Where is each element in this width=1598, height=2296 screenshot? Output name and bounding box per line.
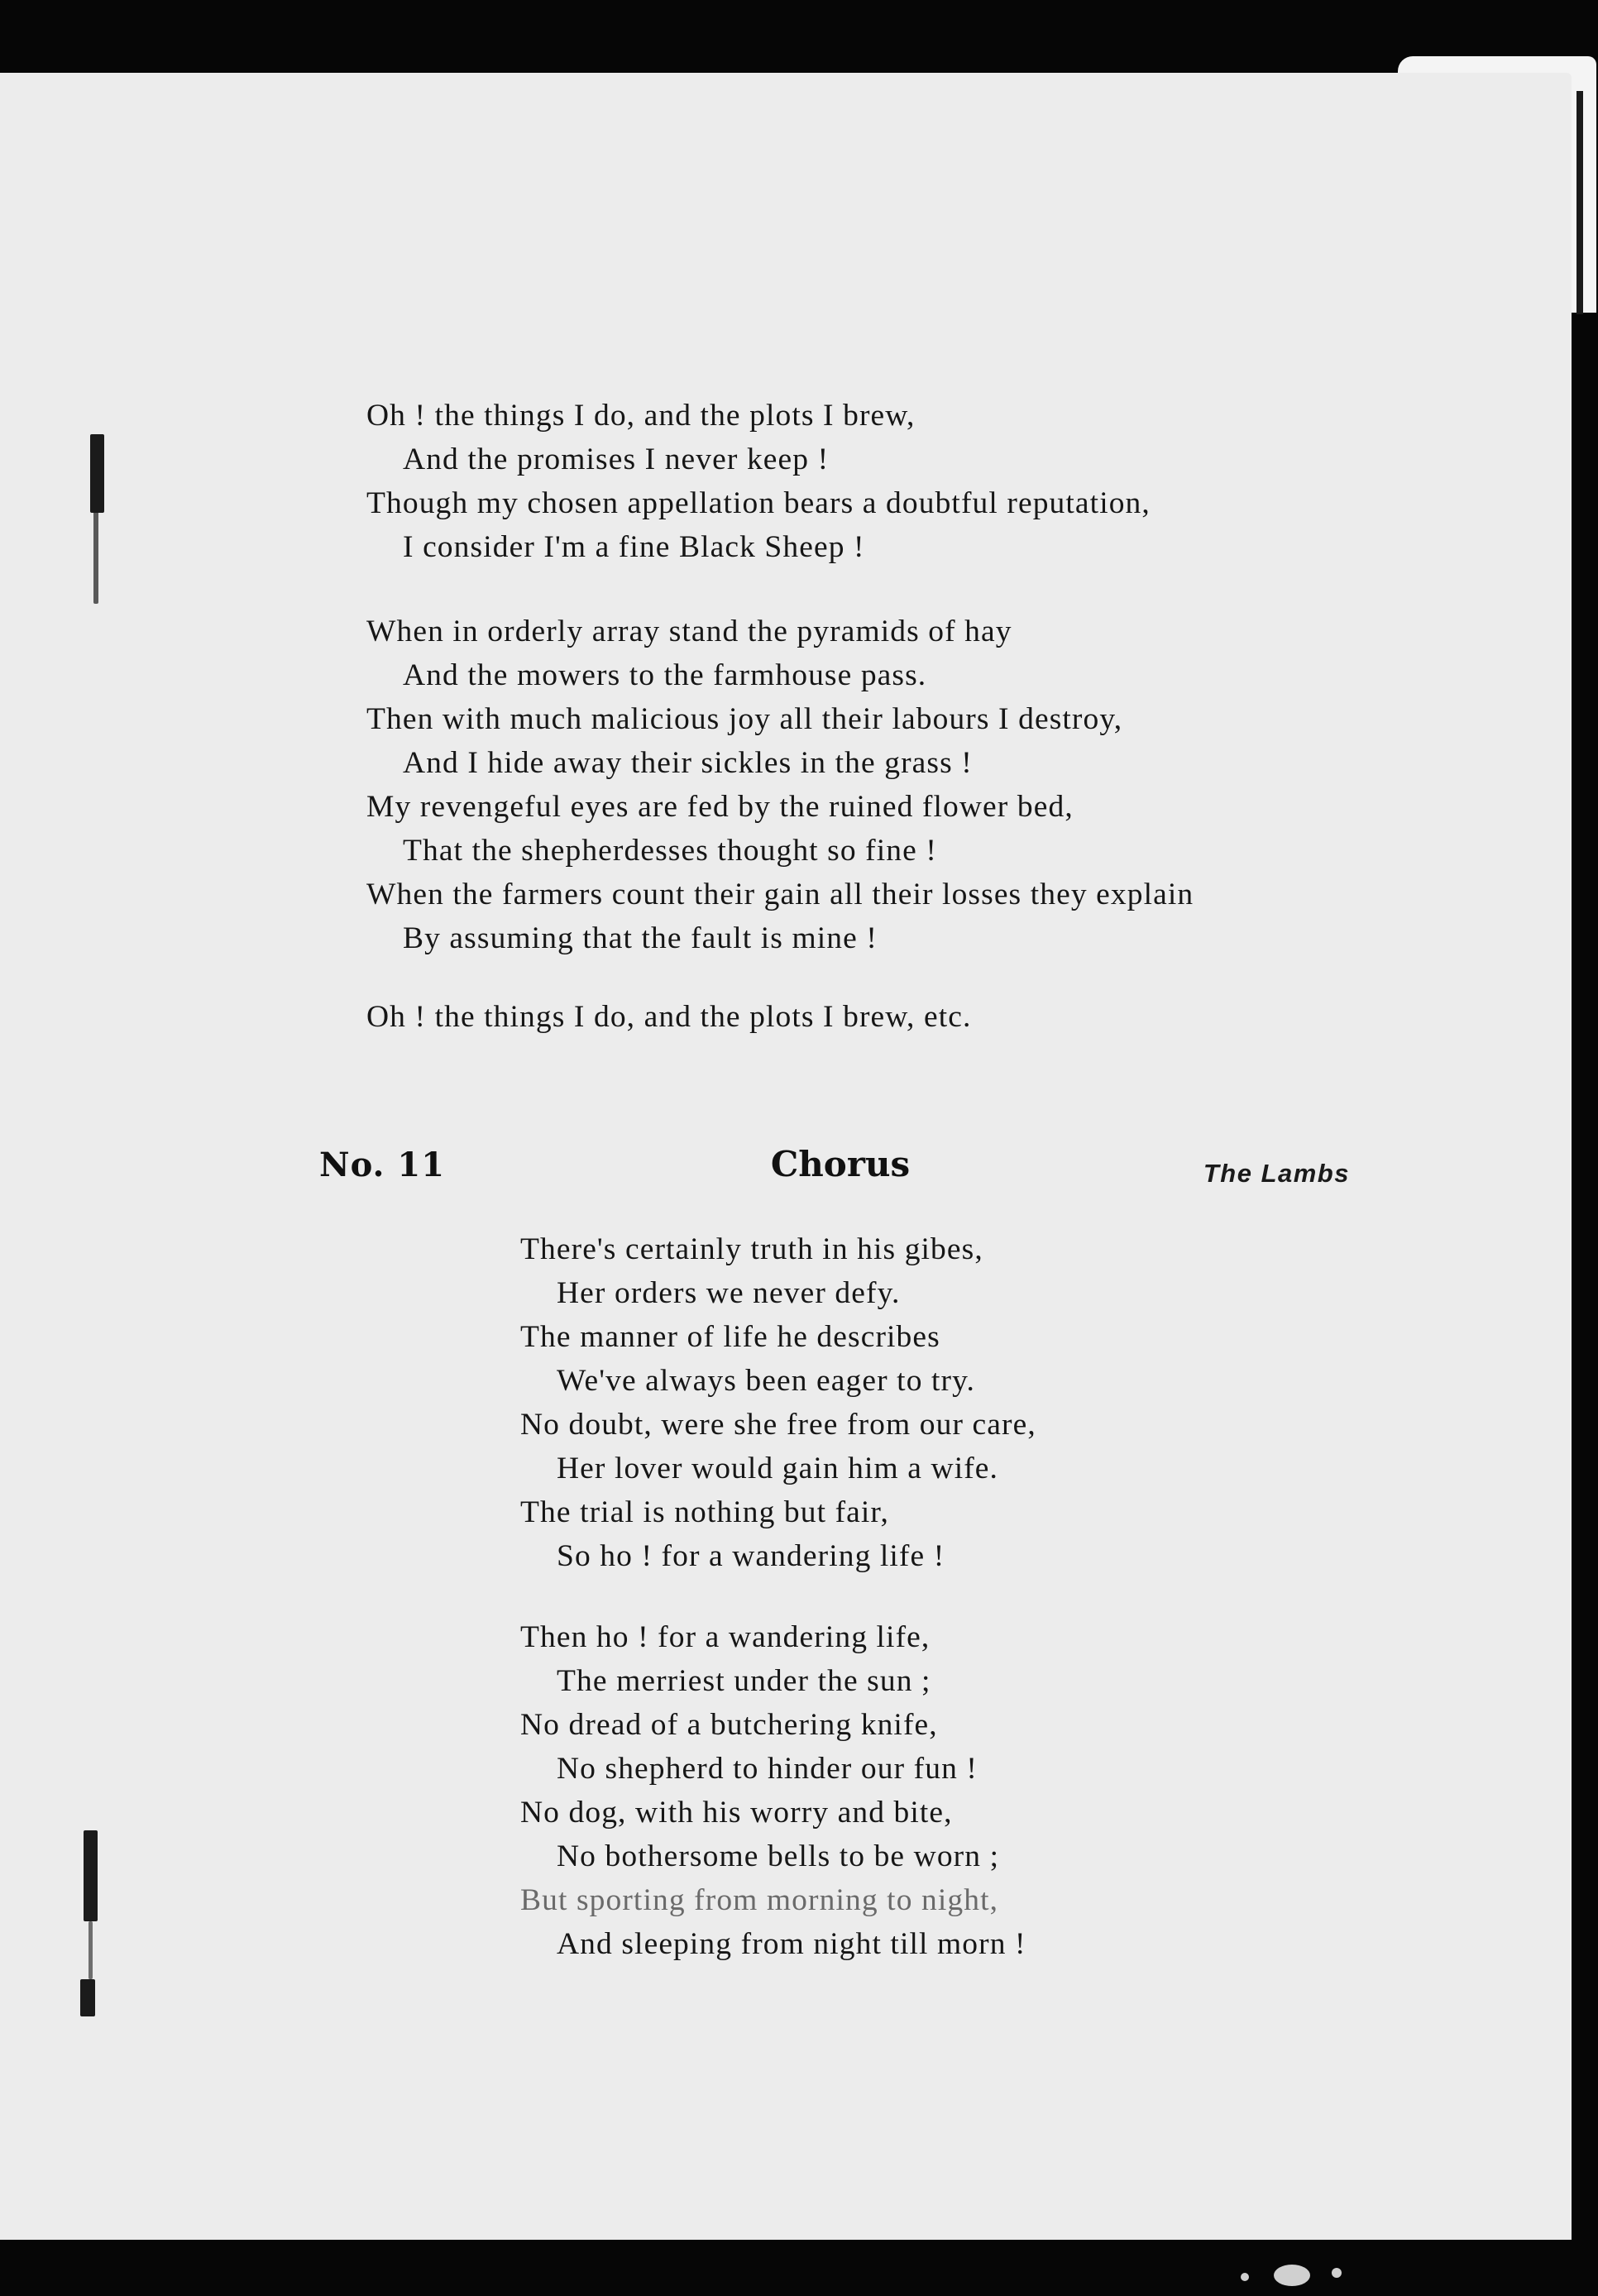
verse-line: The manner of life he describes [520, 1320, 940, 1354]
verse-line: My revengeful eyes are fed by the ruined flower bed, [366, 790, 1074, 824]
verse-line: By assuming that the fault is mine ! [403, 921, 878, 955]
margin-mark [90, 434, 104, 513]
tab-shadow [1576, 91, 1583, 314]
chorus-stanza-1 [520, 1227, 1036, 1578]
margin-mark [93, 511, 98, 604]
singers-label: The Lambs [1203, 1159, 1350, 1188]
verse-line: No shepherd to hinder our fun ! [557, 1752, 978, 1786]
verse-line: Her lover would gain him a wife. [557, 1452, 999, 1485]
section-title: Chorus [770, 1144, 911, 1184]
verse-line: No doubt, were she free from our care, [520, 1408, 1036, 1442]
margin-mark [80, 1979, 95, 2016]
scan-speck [1274, 2265, 1310, 2286]
refrain-stanza [366, 394, 1151, 569]
verse-line: Oh ! the things I do, and the plots I brew, etc. [366, 1000, 972, 1034]
number-label: No. 11 [319, 1146, 446, 1184]
verse-line: And the promises I never keep ! [403, 442, 830, 476]
verse-line: There's certainly truth in his gibes, [520, 1232, 983, 1266]
verse-line: But sporting from morning to night, [520, 1883, 999, 1917]
verse-line: Oh ! the things I do, and the plots I brew, [366, 399, 916, 433]
verse-line: No dread of a butchering knife, [520, 1708, 938, 1742]
margin-mark [89, 1921, 93, 1979]
verse-line: And the mowers to the farmhouse pass. [403, 658, 927, 692]
chorus-stanza-2 [520, 1615, 1026, 1966]
verse-line: Then with much malicious joy all their labours I destroy, [366, 702, 1123, 736]
verse-line: Her orders we never defy. [557, 1276, 901, 1310]
verse-line: That the shepherdesses thought so fine ! [403, 834, 937, 868]
verse-line: So ho ! for a wandering life ! [557, 1539, 945, 1573]
verse-line: No dog, with his worry and bite, [520, 1796, 953, 1830]
verse-line: We've always been eager to try. [557, 1364, 976, 1398]
verse-line: And sleeping from night till morn ! [557, 1927, 1026, 1961]
verse-line: When in orderly array stand the pyramids of hay [366, 615, 1012, 648]
verse-line: Though my chosen appellation bears a doubtful reputation, [366, 486, 1151, 520]
verse-stanza [366, 610, 1194, 960]
margin-mark [84, 1830, 98, 1921]
verse-line: The merriest under the sun ; [557, 1664, 931, 1698]
verse-line: The trial is nothing but fair, [520, 1495, 889, 1529]
verse-line: When the farmers count their gain all their losses they explain [366, 878, 1194, 911]
verse-line: I consider I'm a fine Black Sheep ! [403, 530, 865, 564]
scan-speck [1241, 2273, 1249, 2281]
verse-line: And I hide away their sickles in the grass ! [403, 746, 973, 780]
verse-line: No bothersome bells to be worn ; [557, 1839, 1000, 1873]
refrain-repeat [366, 995, 971, 1039]
verse-line: Then ho ! for a wandering life, [520, 1620, 931, 1654]
scan-speck [1332, 2268, 1342, 2278]
